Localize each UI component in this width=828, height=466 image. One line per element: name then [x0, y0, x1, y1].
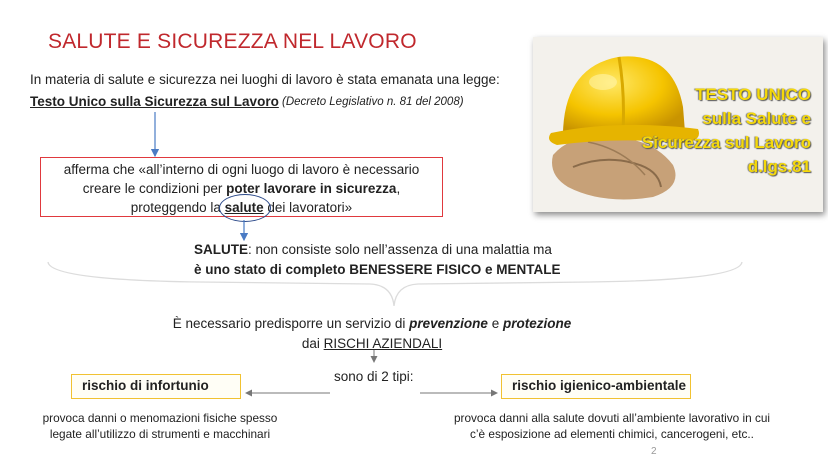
types-label: sono di 2 tipi:: [334, 369, 414, 384]
caption-line-3: Sicurezza sul Lavoro: [641, 133, 811, 152]
prevention-word: prevenzione: [409, 316, 488, 331]
quote-highlight: poter lavorare in sicurezza: [226, 181, 397, 196]
slide-title: SALUTE E SICUREZZA NEL LAVORO: [48, 30, 417, 53]
safety-helmet-image: [533, 37, 823, 212]
quote-text: creare le condizioni per: [82, 181, 227, 196]
intro-text: In materia di salute e sicurezza nei luoghi di lavoro è stata emanata una legge:: [30, 72, 500, 87]
quote-text: ,: [396, 181, 401, 196]
risk-box-igienico: rischio igienico-ambientale: [501, 374, 691, 399]
law-name: Testo Unico sulla Sicurezza sul Lavoro: [30, 94, 279, 109]
definition-text: : non consiste solo nell’assenza di una malattia ma: [248, 242, 552, 257]
prevention-text: e: [487, 316, 503, 331]
definition-term: SALUTE: [194, 242, 248, 257]
risk-description-igienico: provoca danni alla salute dovuti all’ambiente lavorativo in cui c’è esposizione ad elementi chimici, cancerogeni, etc..: [453, 411, 771, 441]
quote-text: proteggendo la: [130, 200, 225, 215]
page-number: 2: [651, 446, 657, 457]
prevention-text: dai: [301, 336, 324, 351]
definition-line-2: è uno stato di completo BENESSERE FISICO e MENTALE: [194, 262, 561, 277]
protection-word: protezione: [502, 316, 572, 331]
caption-line-2: sulla Salute e: [702, 109, 811, 128]
risk-box-infortunio: rischio di infortunio: [71, 374, 241, 399]
risk-description-infortunio: provoca danni o menomazioni fisiche spesso legate all’utilizzo di strumenti e macchinari: [42, 411, 278, 441]
prevention-text: È necessario predisporre un servizio di: [172, 316, 410, 331]
caption-line-4: d.lgs.81: [747, 157, 811, 176]
rischi-aziendali: RISCHI AZIENDALI: [323, 336, 443, 351]
salute-word: salute: [224, 200, 264, 215]
quote-line-1: afferma che «all’interno di ogni luogo di lavoro è necessario: [63, 162, 420, 177]
curly-brace: [48, 262, 742, 306]
caption-line-1: TESTO UNICO: [695, 85, 811, 104]
decree-reference: (Decreto Legislativo n. 81 del 2008): [282, 96, 464, 108]
image-caption: [621, 83, 811, 179]
quote-text: dei lavoratori»: [263, 200, 353, 215]
